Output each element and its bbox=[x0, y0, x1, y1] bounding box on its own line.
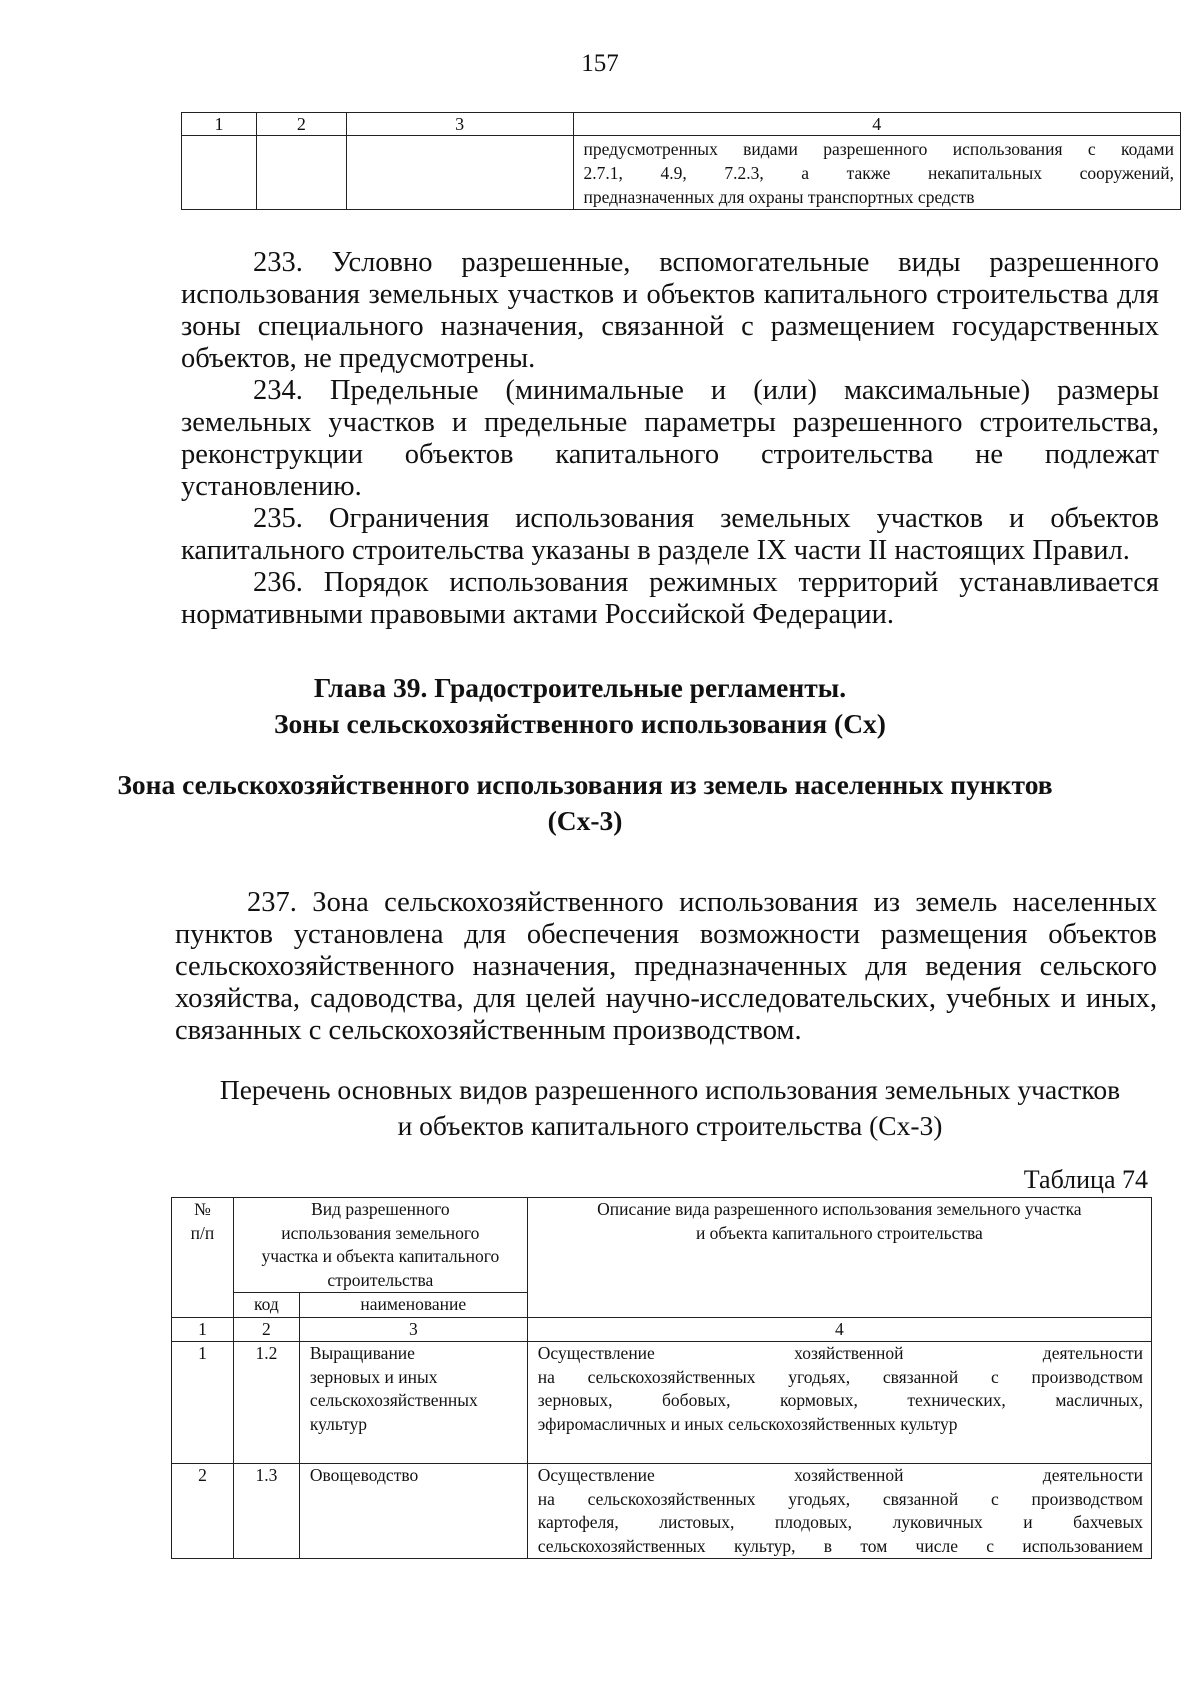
continuation-table-header-row bbox=[182, 113, 1181, 136]
row-description: Осуществление хозяйственной деятельности на сельскохозяйственных угодьях, связанной с производством зерновых, бобовых, кормовых, технических, масличных, эфиромасличных и иных сельскохозяйственных культур bbox=[527, 1342, 1151, 1464]
zone-heading bbox=[0, 767, 1185, 839]
table-col-numbers-row bbox=[172, 1317, 1152, 1342]
paragraph-234: 234. Предельные (минимальные и (или) максимальные) размеры земельных участков и предельные параметры разрешенного строительства, реконструкции объектов капитального строительства не подлежат установлению. bbox=[181, 375, 1159, 502]
header-description: Описание вида разрешенного использования земельного участка и объекта капитального строительства bbox=[527, 1198, 1151, 1318]
continuation-table bbox=[181, 112, 1181, 210]
row-description: Осуществление хозяйственной деятельности на сельскохозяйственных угодьях, связанной с производством картофеля, листовых, плодовых, луковичных и бахчевых сельскохозяйственных культур, в том числе с использованием bbox=[527, 1464, 1151, 1559]
zone-heading-line: (Сх-3) bbox=[547, 805, 623, 836]
header-name: наименование bbox=[299, 1293, 527, 1318]
header-kind: Вид разрешенного использования земельного участка и объекта капитального строительства bbox=[233, 1198, 527, 1293]
row-code: 1.2 bbox=[233, 1342, 299, 1464]
permitted-use-table bbox=[171, 1197, 1152, 1559]
zone-heading-line: Зона сельскохозяйственного использования из земель населенных пунктов bbox=[117, 769, 1053, 800]
chapter-heading bbox=[0, 670, 1180, 742]
col-number-4: 4 bbox=[573, 113, 1180, 136]
description-line: предусмотренных видами разрешенного использования с кодами bbox=[583, 139, 1174, 159]
col-number-3: 3 bbox=[299, 1317, 527, 1342]
description-line: 2.7.1, 4.9, 7.2.3, а также некапитальных сооружений, bbox=[583, 163, 1174, 183]
cell-name bbox=[346, 136, 573, 210]
table-row bbox=[172, 1342, 1152, 1464]
list-title-line: Перечень основных видов разрешенного использования земельных участков bbox=[219, 1074, 1121, 1105]
table-label: Таблица 74 bbox=[1023, 1165, 1148, 1194]
table-header-row bbox=[172, 1198, 1152, 1293]
cell-code bbox=[256, 136, 346, 210]
col-number-1: 1 bbox=[182, 113, 257, 136]
row-name: Овощеводство bbox=[299, 1464, 527, 1559]
row-name: Выращивание зерновых и иных сельскохозяйственных культур bbox=[299, 1342, 527, 1464]
list-title-line: и объектов капитального строительства (Сх-3) bbox=[397, 1110, 943, 1141]
page-number: 157 bbox=[581, 50, 619, 77]
paragraph-236: 236. Порядок использования режимных территорий устанавливается нормативными правовыми актами Российской Федерации. bbox=[181, 567, 1159, 630]
header-code: код bbox=[233, 1293, 299, 1318]
col-number-1: 1 bbox=[172, 1317, 234, 1342]
header-number: № п/п bbox=[172, 1198, 234, 1318]
continuation-table-row bbox=[182, 136, 1181, 210]
chapter-heading-line: Зоны сельскохозяйственного использования (Сх) bbox=[274, 708, 886, 739]
list-title bbox=[170, 1072, 1170, 1144]
chapter-heading-line: Глава 39. Градостроительные регламенты. bbox=[313, 672, 847, 703]
col-number-2: 2 bbox=[256, 113, 346, 136]
row-number: 1 bbox=[172, 1342, 234, 1464]
paragraph-237: 237. Зона сельскохозяйственного использования из земель населенных пунктов установлена для обеспечения возможности размещения объектов сельскохозяйственного назначения, предназначенных для ведения сельского хозяйства, садоводства, для целей научно-исследовательских, учебных и иных, связанных с сельскохозяйственным производством. bbox=[175, 887, 1157, 1046]
col-number-4: 4 bbox=[527, 1317, 1151, 1342]
paragraphs-block bbox=[181, 247, 1159, 631]
row-code: 1.3 bbox=[233, 1464, 299, 1559]
row-number: 2 bbox=[172, 1464, 234, 1559]
cell-number bbox=[182, 136, 257, 210]
cell-description bbox=[573, 136, 1180, 210]
col-number-3: 3 bbox=[346, 113, 573, 136]
paragraph-235: 235. Ограничения использования земельных участков и объектов капитального строительства указаны в разделе IX части II настоящих Правил. bbox=[181, 503, 1159, 566]
paragraph-233: 233. Условно разрешенные, вспомогательные виды разрешенного использования земельных участков и объектов капитального строительства для зоны специального назначения, связанной с размещением государственных объектов, не предусмотрены. bbox=[181, 247, 1159, 374]
col-number-2: 2 bbox=[233, 1317, 299, 1342]
description-line: предназначенных для охраны транспортных средств bbox=[583, 187, 975, 207]
table-row bbox=[172, 1464, 1152, 1559]
paragraph-237-block bbox=[175, 887, 1157, 1047]
